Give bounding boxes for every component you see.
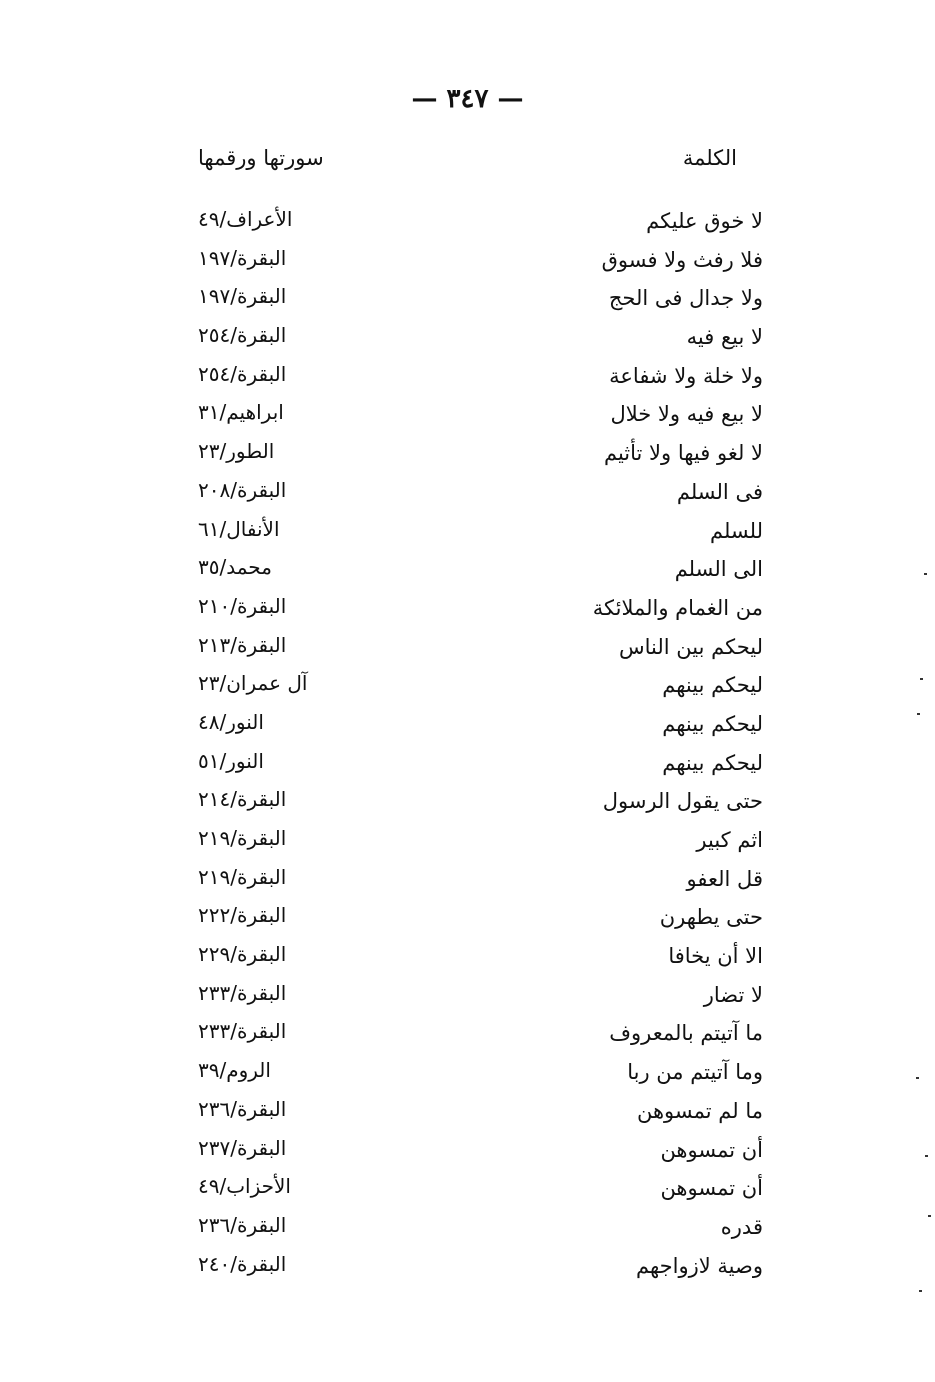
- word-cell: للسلم: [709, 518, 763, 543]
- surah-ref-cell: البقرة/٢٣٦: [198, 1096, 287, 1121]
- surah-ref-cell: البقرة/٢٣٧: [198, 1135, 287, 1160]
- word-cell: ما آتيتم بالمعروف: [609, 1021, 763, 1046]
- word-cell: لا تضار: [703, 982, 763, 1007]
- word-cell: ولا جدال فى الحج: [608, 286, 763, 311]
- table-row: [0, 747, 935, 786]
- surah-ref-cell: البقرة/٢١٠: [198, 593, 287, 618]
- surah-ref-cell: الروم/٣٩: [198, 1058, 271, 1083]
- word-cell: حتى يقول الرسول: [602, 789, 763, 814]
- surah-ref-cell: الأعراف/٤٩: [198, 207, 293, 231]
- surah-ref-cell: النور/٤٨: [198, 709, 264, 734]
- table-row: [0, 437, 935, 476]
- table-row: [0, 669, 935, 708]
- table-row: [0, 631, 935, 670]
- table-row: [0, 940, 935, 979]
- table-row: [0, 708, 935, 747]
- surah-ref-cell: البقرة/١٩٧: [198, 284, 287, 309]
- table-row: [0, 205, 935, 244]
- word-cell: من الغمام والملائكة: [592, 595, 763, 620]
- word-cell: حتى يطهرن: [659, 905, 763, 930]
- table-row: [0, 321, 935, 360]
- word-cell: وصية لازواجهم: [636, 1253, 763, 1278]
- column-header-surah: سورتها ورقمها: [198, 146, 324, 170]
- table-row: [0, 1172, 935, 1211]
- surah-ref-cell: آل عمران/٢٣: [198, 671, 308, 696]
- surah-ref-cell: البقرة/٢٥٤: [198, 361, 287, 386]
- table-row: [0, 1250, 935, 1289]
- surah-ref-cell: البقرة/٢٠٨: [198, 477, 287, 502]
- table-row: [0, 1211, 935, 1250]
- word-cell: لا لغو فيها ولا تأثيم: [603, 441, 763, 466]
- surah-ref-cell: البقرة/٢٤٠: [198, 1251, 287, 1276]
- surah-ref-cell: البقرة/٢١٩: [198, 826, 287, 850]
- table-row: [0, 1056, 935, 1095]
- table-row: [0, 863, 935, 902]
- scan-speck: [924, 573, 927, 575]
- word-cell: ليحكم بينهم: [662, 750, 763, 775]
- table-row: [0, 398, 935, 437]
- word-cell: الى السلم: [674, 557, 763, 582]
- surah-ref-cell: البقرة/٢٢٩: [198, 942, 287, 967]
- surah-ref-cell: محمد/٣٥: [198, 555, 272, 580]
- surah-ref-cell: البقرة/٢٥٤: [198, 323, 287, 348]
- word-cell: ليحكم بين الناس: [619, 634, 763, 659]
- table-row: [0, 476, 935, 515]
- table-row: [0, 515, 935, 554]
- word-cell: لا بيع فيه: [686, 325, 763, 350]
- table-row: [0, 282, 935, 321]
- word-cell: قدره: [720, 1214, 763, 1239]
- word-cell: فلا رفث ولا فسوق: [601, 247, 763, 272]
- surah-ref-cell: الأنفال/٦١: [198, 516, 280, 541]
- scan-speck: [920, 678, 923, 680]
- scan-speck: [928, 1215, 931, 1217]
- surah-ref-cell: البقرة/٢١٤: [198, 787, 287, 812]
- table-row: [0, 592, 935, 631]
- surah-ref-cell: الطور/٢٣: [198, 439, 275, 464]
- scan-speck: [925, 1155, 928, 1157]
- word-cell: اثم كبير: [696, 828, 763, 852]
- word-cell: أن تمسوهن: [660, 1137, 763, 1162]
- word-cell: لا بيع فيه ولا خلال: [610, 402, 763, 427]
- surah-ref-cell: البقرة/٢٣٣: [198, 1019, 287, 1044]
- surah-ref-cell: ابراهيم/٣١: [198, 400, 284, 425]
- surah-ref-cell: البقرة/٢١٩: [198, 864, 287, 889]
- word-cell: ولا خلة ولا شفاعة: [609, 363, 763, 388]
- surah-ref-cell: البقرة/٢١٣: [198, 632, 287, 657]
- word-cell: لا خوق عليكم: [646, 209, 763, 233]
- column-header-word: الكلمة: [682, 146, 737, 170]
- surah-ref-cell: البقرة/٢٣٣: [198, 980, 287, 1005]
- table-row: [0, 979, 935, 1018]
- table-row: [0, 1134, 935, 1173]
- surah-ref-cell: الأحزاب/٤٩: [198, 1174, 291, 1199]
- table-row: [0, 553, 935, 592]
- word-cell: ليحكم بينهم: [662, 673, 763, 698]
- surah-ref-cell: البقرة/٢٣٦: [198, 1212, 287, 1237]
- word-cell: ليحكم بينهم: [662, 711, 763, 736]
- word-cell: الا أن يخافا: [668, 944, 763, 969]
- table-row: [0, 824, 935, 863]
- word-cell: ما لم تمسوهن: [637, 1098, 763, 1123]
- page-number: — ٣٤٧ —: [411, 84, 524, 114]
- surah-ref-cell: البقرة/٢٢٢: [198, 903, 287, 928]
- word-cell: قل العفو: [686, 866, 763, 891]
- table-row: [0, 1017, 935, 1056]
- word-index-table: [0, 205, 935, 1288]
- table-row: [0, 360, 935, 399]
- word-cell: وما آتيتم من ربا: [627, 1060, 763, 1085]
- scan-speck: [917, 713, 920, 715]
- surah-ref-cell: البقرة/١٩٧: [198, 245, 287, 270]
- table-row: [0, 785, 935, 824]
- word-cell: فى السلم: [676, 479, 763, 504]
- table-row: [0, 244, 935, 283]
- word-cell: أن تمسوهن: [660, 1176, 763, 1201]
- scan-speck: [919, 1290, 922, 1292]
- scan-speck: [916, 1077, 919, 1079]
- table-row: [0, 901, 935, 940]
- table-row: [0, 1095, 935, 1134]
- surah-ref-cell: النور/٥١: [198, 748, 264, 773]
